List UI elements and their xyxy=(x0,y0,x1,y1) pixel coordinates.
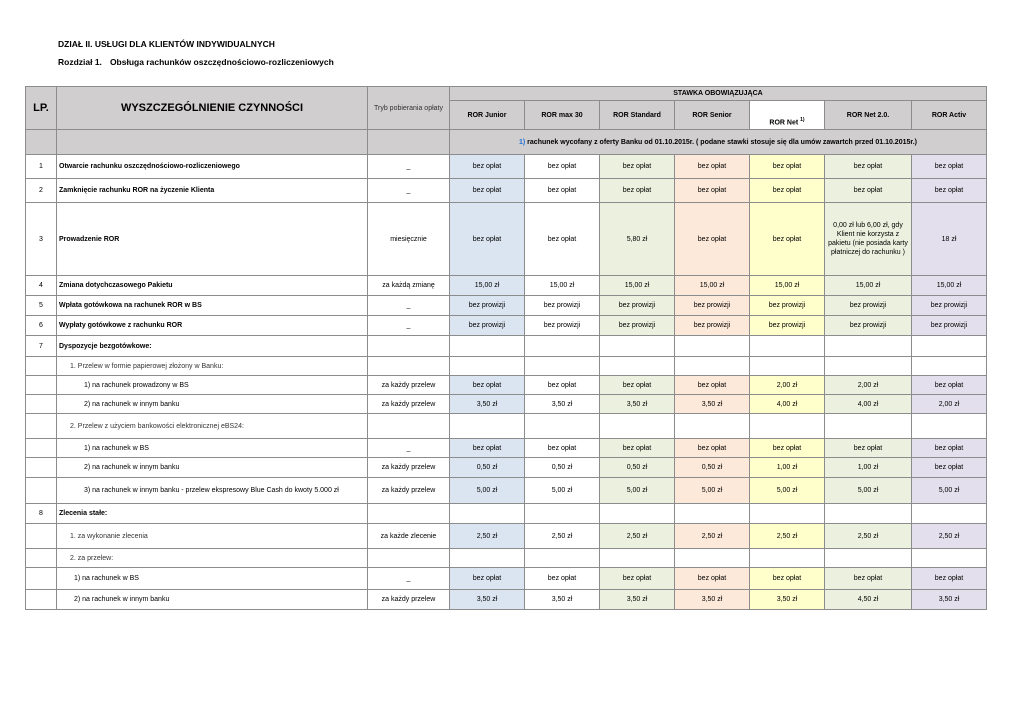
row-tryb xyxy=(368,357,450,376)
row-value: 5,00 zł xyxy=(825,478,912,504)
row-value: bez opłat xyxy=(525,439,600,458)
row-lp xyxy=(26,357,57,376)
row-value-empty xyxy=(450,414,525,439)
note-empty-tryb xyxy=(368,130,450,155)
row-value-empty xyxy=(675,549,750,568)
header-product-6 xyxy=(912,101,987,130)
row-value: 3,50 zł xyxy=(600,590,675,610)
row-value: bez opłat xyxy=(675,568,750,590)
row-value: bez opłat xyxy=(450,376,525,395)
row-tryb: za każdy przelew xyxy=(368,458,450,478)
footnote-number: 1) xyxy=(519,138,526,146)
row-value: bez opłat xyxy=(450,439,525,458)
row-tryb: za każdy przelew xyxy=(368,478,450,504)
row-lp: 2 xyxy=(26,179,57,203)
row-tryb: _ xyxy=(368,568,450,590)
row-tryb: za każdą zmianę xyxy=(368,276,450,296)
row-name: 1) na rachunek w BS xyxy=(57,568,368,590)
header-lp: LP. xyxy=(26,87,57,130)
row-value-empty xyxy=(912,504,987,524)
row-value-empty xyxy=(912,549,987,568)
row-value: bez opłat xyxy=(912,179,987,203)
row-name: 2. Przelew z użyciem bankowości elektronicznej eBS24: xyxy=(57,414,368,439)
row-name: Wpłata gotówkowa na rachunek ROR w BS xyxy=(57,296,368,316)
row-name: Zamknięcie rachunku ROR na życzenie Klienta xyxy=(57,179,368,203)
row-name: Otwarcie rachunku oszczędnościowo-rozliczeniowego xyxy=(57,155,368,179)
row-value: 3,50 zł xyxy=(450,395,525,414)
row-tryb xyxy=(368,549,450,568)
header-product-label: ROR Junior xyxy=(467,111,507,119)
row-value: 5,00 zł xyxy=(675,478,750,504)
row-value: 4,00 zł xyxy=(750,395,825,414)
row-value: bez prowizji xyxy=(825,296,912,316)
row-lp xyxy=(26,376,57,395)
row-value-empty xyxy=(600,357,675,376)
row-value-empty xyxy=(525,549,600,568)
row-value-empty xyxy=(825,357,912,376)
row-value: bez opłat xyxy=(450,155,525,179)
row-value: 1,00 zł xyxy=(750,458,825,478)
row-value: bez prowizji xyxy=(750,296,825,316)
row-tryb xyxy=(368,504,450,524)
header-product-label: ROR Standard xyxy=(613,111,661,119)
row-value: 3,50 zł xyxy=(600,395,675,414)
row-name: Dyspozycje bezgotówkowe: xyxy=(57,336,368,357)
table-row xyxy=(26,276,987,296)
row-name: 2. za przelew: xyxy=(57,549,368,568)
row-value-empty xyxy=(450,549,525,568)
table-row xyxy=(26,590,987,610)
row-value: bez opłat xyxy=(825,155,912,179)
row-value: 2,00 zł xyxy=(912,395,987,414)
row-value: 5,00 zł xyxy=(450,478,525,504)
row-value: 5,00 zł xyxy=(600,478,675,504)
row-value-empty xyxy=(912,414,987,439)
row-value: bez opłat xyxy=(750,203,825,276)
row-value: bez opłat xyxy=(675,155,750,179)
row-value-empty xyxy=(450,504,525,524)
table-row xyxy=(26,439,987,458)
table-row xyxy=(26,155,987,179)
table-row xyxy=(26,568,987,590)
row-value: 4,00 zł xyxy=(825,395,912,414)
row-value: bez prowizji xyxy=(450,316,525,336)
row-value-empty xyxy=(525,336,600,357)
row-tryb: _ xyxy=(368,296,450,316)
row-value: 3,50 zł xyxy=(675,395,750,414)
row-value: bez opłat xyxy=(675,179,750,203)
row-lp: 3 xyxy=(26,203,57,276)
row-value: bez prowizji xyxy=(675,316,750,336)
header-product-label: ROR Net 2.0. xyxy=(846,111,890,119)
row-value: 5,00 zł xyxy=(750,478,825,504)
row-name: Wypłaty gotówkowe z rachunku ROR xyxy=(57,316,368,336)
row-value: 3,50 zł xyxy=(450,590,525,610)
row-tryb: _ xyxy=(368,155,450,179)
header-product-5 xyxy=(825,101,912,130)
row-value: 3,50 zł xyxy=(675,590,750,610)
row-value: 3,50 zł xyxy=(525,395,600,414)
row-value: 0,50 zł xyxy=(525,458,600,478)
row-value: bez prowizji xyxy=(750,316,825,336)
row-value: bez opłat xyxy=(912,376,987,395)
table-row xyxy=(26,179,987,203)
row-value: 2,50 zł xyxy=(675,524,750,549)
fee-table xyxy=(25,86,987,610)
row-value-empty xyxy=(825,549,912,568)
row-tryb: _ xyxy=(368,439,450,458)
row-value: bez opłat xyxy=(600,568,675,590)
row-lp xyxy=(26,414,57,439)
table-row xyxy=(26,414,987,439)
row-value: bez opłat xyxy=(525,179,600,203)
note-empty-lp xyxy=(26,130,57,155)
row-value: 15,00 zł xyxy=(825,276,912,296)
row-value-empty xyxy=(600,504,675,524)
row-value: 18 zł xyxy=(912,203,987,276)
row-value-empty xyxy=(525,414,600,439)
row-value: bez opłat xyxy=(912,458,987,478)
header-wyszczegolnienie: WYSZCZEGÓLNIENIE CZYNNOŚCI xyxy=(57,87,368,130)
row-value-empty xyxy=(675,414,750,439)
row-tryb: _ xyxy=(368,179,450,203)
table-row xyxy=(26,316,987,336)
row-value: bez opłat xyxy=(525,568,600,590)
row-lp: 5 xyxy=(26,296,57,316)
footnote xyxy=(450,130,987,155)
row-name: 2) na rachunek w innym banku xyxy=(57,458,368,478)
row-value: 2,50 zł xyxy=(750,524,825,549)
row-value: 2,50 zł xyxy=(450,524,525,549)
row-value: 0,50 zł xyxy=(450,458,525,478)
row-value-empty xyxy=(750,504,825,524)
row-value: 0,00 zł lub 6,00 zł, gdy Klient nie korzysta z pakietu (nie posiada karty płatniczej do rachunku ) xyxy=(825,203,912,276)
row-value: 5,80 zł xyxy=(600,203,675,276)
chapter-title: Obsługa rachunków oszczędnościowo-rozliczeniowych xyxy=(109,57,334,67)
row-name: 1. Przelew w formie papierowej złożony w Banku: xyxy=(57,357,368,376)
header-product-label: ROR Activ xyxy=(931,111,967,119)
row-name: 3) na rachunek w innym banku - przelew ekspresowy Blue Cash do kwoty 5.000 zł xyxy=(57,478,368,504)
row-value: 15,00 zł xyxy=(750,276,825,296)
row-value: bez opłat xyxy=(600,439,675,458)
row-lp xyxy=(26,439,57,458)
row-value: 15,00 zł xyxy=(675,276,750,296)
header-product-label: ROR Net xyxy=(769,119,799,126)
row-lp xyxy=(26,478,57,504)
row-value-empty xyxy=(600,336,675,357)
row-value: bez prowizji xyxy=(912,296,987,316)
row-tryb: _ xyxy=(368,316,450,336)
table-row xyxy=(26,549,987,568)
table-row xyxy=(26,203,987,276)
row-value: 2,00 zł xyxy=(750,376,825,395)
row-value-empty xyxy=(750,357,825,376)
row-name: 1. za wykonanie zlecenia xyxy=(57,524,368,549)
row-tryb: za każdy przelew xyxy=(368,395,450,414)
row-name: 1) na rachunek w BS xyxy=(57,439,368,458)
row-tryb: za każdy przelew xyxy=(368,590,450,610)
row-value: bez prowizji xyxy=(825,316,912,336)
row-value-empty xyxy=(750,549,825,568)
header-product-2 xyxy=(600,101,675,130)
row-value: bez opłat xyxy=(750,568,825,590)
row-lp xyxy=(26,590,57,610)
row-lp: 6 xyxy=(26,316,57,336)
row-tryb xyxy=(368,414,450,439)
header-product-1 xyxy=(525,101,600,130)
row-value: bez opłat xyxy=(750,179,825,203)
row-name: Zlecenia stałe: xyxy=(57,504,368,524)
row-value: 3,50 zł xyxy=(912,590,987,610)
row-value: bez opłat xyxy=(525,376,600,395)
row-value: bez opłat xyxy=(912,155,987,179)
row-value-empty xyxy=(525,357,600,376)
row-value: 4,50 zł xyxy=(825,590,912,610)
table-row xyxy=(26,504,987,524)
header-product-label: ROR Senior xyxy=(692,111,732,119)
row-value: bez prowizji xyxy=(675,296,750,316)
row-value-empty xyxy=(912,357,987,376)
row-value: bez opłat xyxy=(525,203,600,276)
table-row xyxy=(26,395,987,414)
section-heading: DZIAŁ II. USŁUGI DLA KLIENTÓW INDYWIDUALNYCH xyxy=(58,39,275,49)
row-lp xyxy=(26,568,57,590)
row-lp xyxy=(26,549,57,568)
row-value-empty xyxy=(600,414,675,439)
row-value-empty xyxy=(675,336,750,357)
row-tryb: miesięcznie xyxy=(368,203,450,276)
row-value: 5,00 zł xyxy=(912,478,987,504)
row-value: 3,50 zł xyxy=(750,590,825,610)
row-value: 2,00 zł xyxy=(825,376,912,395)
header-product-footnote-mark: 1) xyxy=(800,116,805,123)
table-row xyxy=(26,376,987,395)
row-lp xyxy=(26,395,57,414)
row-value: 15,00 zł xyxy=(912,276,987,296)
table-row xyxy=(26,336,987,357)
row-tryb: za każdy przelew xyxy=(368,376,450,395)
row-tryb xyxy=(368,336,450,357)
row-value: bez opłat xyxy=(600,376,675,395)
row-name: Zmiana dotychczasowego Pakietu xyxy=(57,276,368,296)
row-value-empty xyxy=(450,357,525,376)
row-value: bez opłat xyxy=(450,568,525,590)
row-value: 15,00 zł xyxy=(600,276,675,296)
row-value-empty xyxy=(600,549,675,568)
row-value: 2,50 zł xyxy=(912,524,987,549)
row-value: bez opłat xyxy=(675,203,750,276)
row-value-empty xyxy=(450,336,525,357)
row-value: bez prowizji xyxy=(912,316,987,336)
row-value: bez opłat xyxy=(825,568,912,590)
row-lp: 7 xyxy=(26,336,57,357)
row-value: bez prowizji xyxy=(600,296,675,316)
row-value: bez opłat xyxy=(675,439,750,458)
row-value: bez opłat xyxy=(600,179,675,203)
row-value-empty xyxy=(825,504,912,524)
row-lp: 4 xyxy=(26,276,57,296)
row-value: bez opłat xyxy=(750,155,825,179)
row-value-empty xyxy=(912,336,987,357)
row-value: 3,50 zł xyxy=(525,590,600,610)
row-lp xyxy=(26,524,57,549)
row-value-empty xyxy=(825,414,912,439)
chapter-heading xyxy=(58,57,334,67)
row-value: bez prowizji xyxy=(525,296,600,316)
row-value: bez opłat xyxy=(750,439,825,458)
row-lp xyxy=(26,458,57,478)
row-value-empty xyxy=(750,336,825,357)
note-empty-name xyxy=(57,130,368,155)
row-value: bez opłat xyxy=(600,155,675,179)
row-value-empty xyxy=(750,414,825,439)
row-value: bez opłat xyxy=(912,439,987,458)
row-lp: 8 xyxy=(26,504,57,524)
footnote-text: rachunek wycofany z oferty Banku od 01.10.2015r. ( podane stawki stosuje się dla umów zawartch przed 01.10.2015r.) xyxy=(525,138,917,146)
row-value: 5,00 zł xyxy=(525,478,600,504)
header-product-label: ROR max 30 xyxy=(541,111,583,119)
row-value: bez opłat xyxy=(525,155,600,179)
header-product-3 xyxy=(675,101,750,130)
header-product-0 xyxy=(450,101,525,130)
row-value-empty xyxy=(675,357,750,376)
table-row xyxy=(26,524,987,549)
row-value: bez opłat xyxy=(825,179,912,203)
row-value: 0,50 zł xyxy=(675,458,750,478)
table-row xyxy=(26,478,987,504)
table-row xyxy=(26,458,987,478)
chapter-number: Rozdział 1. xyxy=(58,57,102,67)
row-value: 15,00 zł xyxy=(450,276,525,296)
row-value: bez prowizji xyxy=(525,316,600,336)
row-value: 0,50 zł xyxy=(600,458,675,478)
table-row xyxy=(26,357,987,376)
row-value: bez prowizji xyxy=(450,296,525,316)
row-value: bez opłat xyxy=(450,179,525,203)
row-value: bez opłat xyxy=(450,203,525,276)
row-value: 2,50 zł xyxy=(825,524,912,549)
row-value: bez opłat xyxy=(912,568,987,590)
row-tryb: za każde zlecenie xyxy=(368,524,450,549)
row-name: 1) na rachunek prowadzony w BS xyxy=(57,376,368,395)
header-product-4 xyxy=(750,101,825,130)
row-value: bez opłat xyxy=(825,439,912,458)
row-value: 1,00 zł xyxy=(825,458,912,478)
row-value: 15,00 zł xyxy=(525,276,600,296)
row-value: bez prowizji xyxy=(600,316,675,336)
row-value-empty xyxy=(525,504,600,524)
row-value-empty xyxy=(825,336,912,357)
row-value: 2,50 zł xyxy=(600,524,675,549)
row-value-empty xyxy=(675,504,750,524)
row-name: 2) na rachunek w innym banku xyxy=(57,395,368,414)
row-name: 2) na rachunek w innym banku xyxy=(57,590,368,610)
header-tryb: Tryb pobierania opłaty xyxy=(368,87,450,130)
row-value: 2,50 zł xyxy=(525,524,600,549)
row-name: Prowadzenie ROR xyxy=(57,203,368,276)
table-row xyxy=(26,296,987,316)
row-value: bez opłat xyxy=(675,376,750,395)
header-stawka: STAWKA OBOWIĄZUJĄCA xyxy=(450,87,987,101)
row-lp: 1 xyxy=(26,155,57,179)
